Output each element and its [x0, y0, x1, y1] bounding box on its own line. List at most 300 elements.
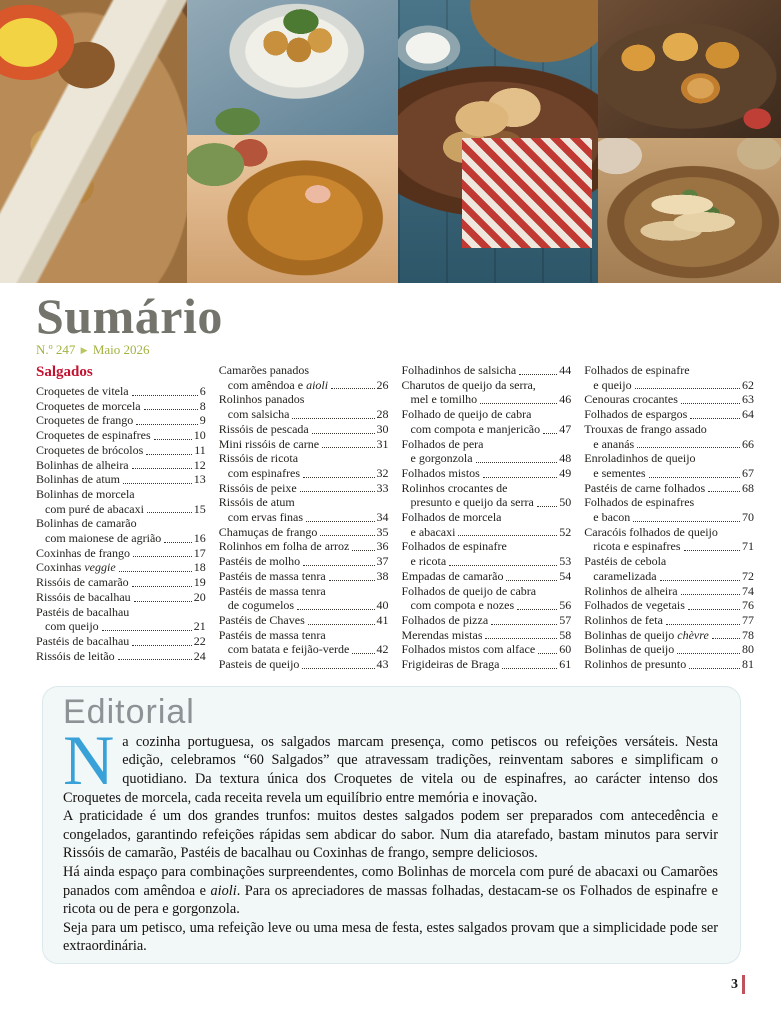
- toc-entry: [36, 472, 206, 487]
- toc-entry-line: [36, 472, 206, 487]
- toc-page-number: 22: [193, 633, 206, 648]
- toc-page-number: 76: [742, 598, 754, 613]
- toc-entry: [402, 510, 572, 539]
- photo-collage: [0, 0, 781, 283]
- toc-page-number: 68: [742, 480, 754, 495]
- toc-entry: [219, 554, 389, 569]
- toc-page-number: 12: [193, 457, 206, 472]
- dots-leader: [649, 477, 740, 478]
- toc-page-number: 36: [376, 539, 389, 554]
- toc-entry-line: [36, 590, 206, 605]
- toc-entry-title: mel e tomilho: [410, 392, 478, 407]
- toc-entry: [36, 399, 206, 414]
- toc-entry: [219, 422, 389, 437]
- toc-page-number: 58: [559, 627, 572, 642]
- dots-leader: [483, 477, 557, 478]
- dots-leader: [119, 571, 192, 572]
- toc-entry-line: [219, 613, 389, 628]
- toc-entry-title: com salsicha: [227, 407, 290, 422]
- dots-leader: [633, 521, 740, 522]
- toc-page-number: 24: [193, 648, 206, 663]
- toc-entry-title: Croquetes de morcela: [36, 398, 141, 413]
- toc-entry-title: e bacon: [593, 510, 631, 525]
- toc-entry-title: Rissóis de atum: [218, 495, 295, 510]
- toc-entry-title: Rolinhos de alheira: [584, 583, 678, 598]
- dots-leader: [502, 668, 557, 669]
- toc-entry-title: Croquetes de espinafres: [36, 428, 151, 443]
- editorial-heading: Editorial: [63, 692, 195, 731]
- toc-entry: [402, 657, 572, 672]
- dots-leader: [146, 454, 192, 455]
- toc-entry-line: [584, 554, 754, 569]
- toc-entry-line: [584, 466, 754, 481]
- toc-entry-title: e abacaxi: [410, 524, 456, 539]
- toc-page-number: 44: [559, 363, 572, 377]
- toc-entry-line: [36, 560, 206, 575]
- toc-page-number: 60: [559, 642, 572, 657]
- dots-leader: [300, 491, 375, 492]
- photo-rolinhos-folha-arroz: [598, 138, 781, 283]
- toc-entry: [402, 437, 572, 466]
- toc-entry-title: Rissóis de pescada: [218, 421, 309, 436]
- toc-page-number: 48: [559, 451, 572, 466]
- toc-entry-line: [584, 539, 754, 554]
- toc-entry-line: [402, 407, 572, 422]
- dots-leader: [458, 535, 557, 536]
- toc-entry-title: caramelizada: [593, 568, 657, 583]
- toc-entry: [219, 539, 389, 554]
- toc-entry-line: [219, 437, 389, 452]
- toc-entry: [36, 458, 206, 473]
- toc-entry-line: [219, 378, 389, 393]
- toc-page-number: 38: [376, 568, 389, 583]
- toc-entry-line: [219, 481, 389, 496]
- toc-page-number: 41: [376, 612, 389, 627]
- toc-entry-line: [402, 613, 572, 628]
- toc-entry-title: Bolinhas de atum: [36, 472, 120, 487]
- toc-entry: [584, 451, 754, 480]
- toc-entry-title: Rolinhos panados: [218, 392, 305, 407]
- toc-entry: [402, 569, 572, 584]
- toc-page-number: 11: [194, 442, 206, 457]
- dots-leader: [123, 483, 192, 484]
- toc-entry-line: [219, 451, 389, 466]
- toc-entry-title: Rolinhos crocantes de: [401, 480, 508, 495]
- toc-section-heading: Salgados: [36, 364, 93, 380]
- toc-column-1: [36, 363, 206, 672]
- dots-leader: [118, 659, 192, 660]
- toc-entry-title: ricota e espinafres: [593, 539, 681, 554]
- toc-entry-title: e sementes: [593, 465, 646, 480]
- toc-entry-line: [584, 422, 754, 437]
- toc-entry: [219, 657, 389, 672]
- dots-leader: [164, 542, 191, 543]
- toc-page-number: 6: [199, 384, 206, 398]
- toc-entry-title: Croquetes de frango: [36, 413, 134, 428]
- toc-entry-title: com maionese de agrião: [45, 531, 162, 546]
- toc-entry-line: [402, 598, 572, 613]
- toc-entry: [219, 525, 389, 540]
- dots-leader: [689, 668, 740, 669]
- toc-entry-line: [219, 657, 389, 672]
- dots-leader: [132, 468, 192, 469]
- toc-entry-title: Folhados de espinafres: [584, 495, 695, 510]
- toc-entry-line: [219, 525, 389, 540]
- toc-entry-line: [584, 628, 754, 643]
- toc-entry-title: Rissóis de ricota: [218, 451, 299, 466]
- dots-leader: [684, 550, 740, 551]
- toc-entry-line: [36, 443, 206, 458]
- dots-leader: [136, 424, 197, 425]
- toc-entry-line: [219, 584, 389, 599]
- toc-entry-title: Bolinhas de queijo: [584, 642, 675, 657]
- toc-page-number: 61: [559, 657, 572, 672]
- toc-entry-line: [219, 539, 389, 554]
- toc-entry-title: Folhados de queijo de cabra: [401, 583, 537, 598]
- toc-page-number: 80: [742, 642, 754, 657]
- toc-page-number: 49: [559, 465, 572, 480]
- toc-entry-line: [402, 466, 572, 481]
- toc-page-number: 64: [742, 407, 754, 422]
- toc-entry-line: [402, 628, 572, 643]
- toc-entry-line: [584, 525, 754, 540]
- photo-rolinhos-fritos: [187, 135, 398, 283]
- toc-entry-line: [584, 407, 754, 422]
- toc-page-number: 20: [193, 589, 206, 604]
- toc-entry-line: [402, 437, 572, 452]
- toc-entry-line: [36, 546, 206, 561]
- toc-entry-title: Pastéis de bacalhau: [36, 633, 130, 648]
- toc-entry-line: [36, 619, 206, 634]
- toc-entry-line: [402, 584, 572, 599]
- toc-entry-title: Chamuças de frango: [218, 524, 318, 539]
- toc-entry-title: Pastéis de molho: [218, 554, 301, 569]
- toc-entry-line: [584, 510, 754, 525]
- toc-entry-line: [584, 495, 754, 510]
- toc-entry-title: com batata e feijão-verde: [227, 642, 350, 657]
- dots-leader: [537, 506, 557, 507]
- dots-leader: [329, 580, 375, 581]
- toc-entry: [402, 481, 572, 510]
- toc-entry: [219, 392, 389, 421]
- toc-page-number: 40: [376, 598, 389, 613]
- toc-entry: [219, 437, 389, 452]
- toc-entry-title: com queijo: [45, 619, 99, 634]
- toc-entry-line: [584, 569, 754, 584]
- toc-page-number: 30: [376, 421, 389, 436]
- toc-page-number: 46: [559, 392, 572, 407]
- dots-leader: [320, 535, 374, 536]
- dots-leader: [538, 653, 557, 654]
- toc-entry-title: Pastéis de massa tenra: [218, 627, 326, 642]
- toc-entry-title: Mini rissóis de carne: [218, 436, 320, 451]
- toc-entry-line: [584, 657, 754, 672]
- dots-leader: [303, 565, 374, 566]
- toc-entry-line: [36, 413, 206, 428]
- dots-leader: [476, 462, 558, 463]
- toc-entry-title: Folhados de morcela: [401, 510, 502, 525]
- toc-entry: [219, 584, 389, 613]
- toc-entry-title: com compota e nozes: [410, 598, 515, 613]
- dots-leader: [297, 609, 374, 610]
- toc-entry-title: Pastéis de cebola: [584, 554, 667, 569]
- toc-entry-title: presunto e queijo da serra: [410, 495, 534, 510]
- toc-entry: [36, 634, 206, 649]
- photo-column-4: [598, 0, 781, 283]
- dots-leader: [302, 668, 374, 669]
- toc-entry: [402, 363, 572, 378]
- toc-entry: [219, 613, 389, 628]
- dots-leader: [635, 388, 740, 389]
- toc-entry: [36, 575, 206, 590]
- dots-leader: [308, 624, 375, 625]
- toc-page-number: 47: [559, 421, 572, 436]
- toc-page-number: 34: [376, 510, 389, 525]
- toc-entry-line: [219, 392, 389, 407]
- toc-entry-line: [402, 657, 572, 672]
- toc-entry-line: [402, 510, 572, 525]
- toc-entry: [584, 422, 754, 451]
- toc-entry-line: [402, 569, 572, 584]
- toc-entry-line: [219, 510, 389, 525]
- toc-page-number: 15: [193, 501, 206, 516]
- toc-entry-line: [219, 422, 389, 437]
- toc-page-number: 72: [742, 568, 754, 583]
- toc-entry-line: [584, 642, 754, 657]
- toc-page-number: 53: [559, 554, 572, 569]
- toc-page-number: 56: [559, 598, 572, 613]
- toc-entry-title: Bolinhas de camarão: [36, 516, 137, 531]
- toc-entry: [584, 407, 754, 422]
- toc-entry-title: com puré de abacaxi: [45, 501, 144, 516]
- toc-entry-title: Merendas mistas: [401, 627, 483, 642]
- toc-entry: [584, 495, 754, 524]
- toc-entry-title: e queijo: [593, 377, 632, 392]
- editorial-paragraph: Seja para um petisco, uma refeição leve ou uma mesa de festa, estes salgados provam que a simplicidade pode ser extraordinária.: [63, 919, 718, 955]
- toc-entry-line: [402, 525, 572, 540]
- photo-croquetes-paper-cone: [0, 0, 187, 283]
- dots-leader: [480, 403, 557, 404]
- page-title: Sumário: [36, 288, 223, 344]
- toc-entry: [36, 605, 206, 634]
- dots-leader: [506, 580, 557, 581]
- toc-entry-title: Pastéis de carne folhados: [584, 480, 706, 495]
- toc-entry-title: Pastéis de massa tenra: [218, 583, 326, 598]
- toc-entry-title: e ricota: [410, 554, 447, 569]
- toc-entry-title: com compota e manjericão: [410, 421, 541, 436]
- toc-entry: [584, 613, 754, 628]
- dots-leader: [312, 433, 375, 434]
- toc-page-number: 32: [376, 465, 389, 480]
- photo-empadas-tabua: [398, 0, 598, 283]
- toc-page-number: 35: [376, 524, 389, 539]
- toc-entry-title: Rissóis de bacalhau: [36, 589, 131, 604]
- toc-page-number: 70: [742, 510, 754, 525]
- toc-entry-title: Folhados de pera: [401, 436, 484, 451]
- toc-entry: [36, 546, 206, 561]
- toc-page-number: 54: [559, 568, 572, 583]
- toc-entry-line: [402, 554, 572, 569]
- toc-entry-line: [36, 399, 206, 414]
- toc-entry: [402, 407, 572, 436]
- toc-entry: [219, 628, 389, 657]
- editorial-paragraph: A praticidade é um dos grandes trunfos: muitos destes salgados podem ser preparados com antecedência e congelados, garantindo refeições rápidas sem abdicar do sabor. Num dia atarefado, bastam minutos para servir Rissóis de camarão, Pastéis de bacalhau ou Coxinhas de frango, sempre deliciosos.: [63, 808, 718, 862]
- dots-leader: [666, 624, 740, 625]
- dots-leader: [517, 609, 557, 610]
- toc-page-number: 62: [742, 377, 754, 392]
- toc-entry: [584, 598, 754, 613]
- toc-page-number: 17: [193, 545, 206, 560]
- toc-entry-line: [402, 422, 572, 437]
- toc-entry-title: Folhados de espinafre: [401, 539, 507, 554]
- toc-entry-title: Caracóis folhados de queijo: [584, 524, 718, 539]
- toc-page-number: 21: [193, 619, 206, 634]
- dots-leader: [660, 580, 740, 581]
- dots-leader: [147, 512, 192, 513]
- toc-entry-title: Folhados de espargos: [584, 407, 688, 422]
- toc-entry: [584, 392, 754, 407]
- photo-column-2: [187, 0, 398, 283]
- toc-entry-line: [219, 554, 389, 569]
- triangle-separator-icon: ▶: [80, 345, 88, 355]
- issue-number: N.º 247: [36, 342, 76, 357]
- toc-page-number: 13: [193, 472, 206, 487]
- toc-entry-title: Pastéis de bacalhau: [36, 604, 130, 619]
- toc-entry-line: [36, 384, 206, 399]
- toc-page-number: 31: [376, 436, 389, 451]
- toc-entry-line: [402, 481, 572, 496]
- toc-entry: [219, 363, 389, 392]
- toc-page-number: 16: [193, 531, 206, 546]
- dots-leader: [303, 477, 374, 478]
- toc-entry-line: [219, 628, 389, 643]
- toc-entry: [584, 481, 754, 496]
- toc-column-4: [584, 363, 754, 672]
- toc-entry: [584, 657, 754, 672]
- dots-leader: [485, 638, 557, 639]
- toc-entry: [36, 560, 206, 575]
- toc-entry: [36, 649, 206, 664]
- toc-page-number: 8: [199, 398, 206, 413]
- dots-leader: [292, 418, 374, 419]
- toc-entry-title: Pastéis de massa tenra: [218, 568, 326, 583]
- dots-leader: [306, 521, 374, 522]
- toc-entry: [36, 413, 206, 428]
- toc-entry-line: [584, 613, 754, 628]
- toc-entry: [219, 481, 389, 496]
- toc-page-number: 42: [376, 642, 389, 657]
- dots-leader: [132, 395, 198, 396]
- toc-entry: [402, 539, 572, 568]
- toc-entry-line: [36, 516, 206, 531]
- dots-leader: [491, 624, 557, 625]
- toc-entry-line: [584, 584, 754, 599]
- toc-entry-line: [584, 437, 754, 452]
- toc-entry-title: Bolinhas de morcela: [36, 486, 135, 501]
- toc-page-number: 81: [742, 657, 754, 672]
- toc-entry: [402, 613, 572, 628]
- footer-accent-bar: [742, 975, 745, 994]
- photo-mini-empadas: [598, 0, 781, 138]
- toc-entry: [36, 590, 206, 605]
- toc-page-number: 43: [376, 657, 389, 672]
- toc-page-number: 9: [199, 413, 206, 428]
- toc-entry-line: [584, 392, 754, 407]
- toc-entry-line: [402, 378, 572, 393]
- toc-page-number: 52: [559, 524, 572, 539]
- toc-page-number: 57: [559, 612, 572, 627]
- dots-leader: [134, 601, 192, 602]
- toc-entry-title: Rolinhos de feta: [584, 612, 663, 627]
- dots-leader: [154, 439, 192, 440]
- toc-entry-title: Pasteis de queijo: [218, 657, 300, 672]
- toc-entry-title: Cenouras crocantes: [584, 392, 678, 407]
- toc-page-number: 77: [742, 612, 754, 627]
- editorial-paragraph: Há ainda espaço para combinações surpreendentes, como Bolinhas de morcela com puré de abacaxi ou Camarões panados com amêndoa e aioli. Para os apreciadores de massas folhadas, destacam-se os Folhados de espinafre e ricota ou de pera e gorgonzola.: [63, 863, 718, 918]
- editorial-box: [42, 686, 741, 964]
- toc-entry-line: [402, 451, 572, 466]
- toc-entry-title: Rolinhos de presunto: [584, 657, 687, 672]
- issue-line: [36, 342, 745, 358]
- toc-entry-title: Croquetes de vitela: [36, 384, 129, 398]
- toc-entry-line: [219, 569, 389, 584]
- toc-entry-line: [402, 363, 572, 378]
- editorial-body: [63, 721, 718, 956]
- toc-entry-title: Coxinhas veggie: [36, 560, 116, 575]
- toc-entry-line: [402, 642, 572, 657]
- toc-entry-title: Empadas de camarão: [401, 568, 504, 583]
- toc-page-number: 50: [559, 495, 572, 510]
- toc-entry: [402, 466, 572, 481]
- toc-entry-line: [584, 378, 754, 393]
- dots-leader: [352, 550, 374, 551]
- toc-page-number: 66: [742, 436, 754, 451]
- masthead: [0, 283, 781, 358]
- toc-entry-line: [584, 598, 754, 613]
- toc-entry-title: de cogumelos: [227, 598, 295, 613]
- toc-entry-title: Rissóis de peixe: [218, 480, 297, 495]
- toc-entry-title: Folhados de vegetais: [584, 598, 685, 613]
- dots-leader: [102, 630, 192, 631]
- toc-page-number: 33: [376, 480, 389, 495]
- toc-entry-line: [219, 495, 389, 510]
- toc-entry: [402, 628, 572, 643]
- toc-entry: [219, 451, 389, 480]
- toc-entry: [36, 384, 206, 399]
- toc-entry-line: [36, 428, 206, 443]
- toc-column-2: [219, 363, 389, 672]
- toc-page-number: 18: [193, 560, 206, 575]
- toc-entry-title: com espinafres: [227, 465, 301, 480]
- toc-entry-line: [219, 466, 389, 481]
- dots-leader: [519, 374, 557, 375]
- toc-entry-title: Rolinhos em folha de arroz: [218, 539, 350, 554]
- dots-leader: [132, 586, 192, 587]
- toc-page-number: 37: [376, 554, 389, 569]
- toc-entry-title: e gorgonzola: [410, 451, 473, 466]
- toc-entry-title: Croquetes de brócolos: [36, 442, 144, 457]
- toc-entry-title: Rissóis de camarão: [36, 575, 129, 590]
- dots-leader: [708, 491, 740, 492]
- toc-entry: [584, 642, 754, 657]
- dots-leader: [690, 418, 740, 419]
- toc-entry-title: Enroladinhos de queijo: [584, 451, 696, 466]
- dots-leader: [712, 638, 740, 639]
- toc-page-number: 63: [742, 392, 754, 407]
- toc-entry-line: [36, 605, 206, 620]
- table-of-contents: [0, 358, 781, 672]
- dots-leader: [144, 409, 198, 410]
